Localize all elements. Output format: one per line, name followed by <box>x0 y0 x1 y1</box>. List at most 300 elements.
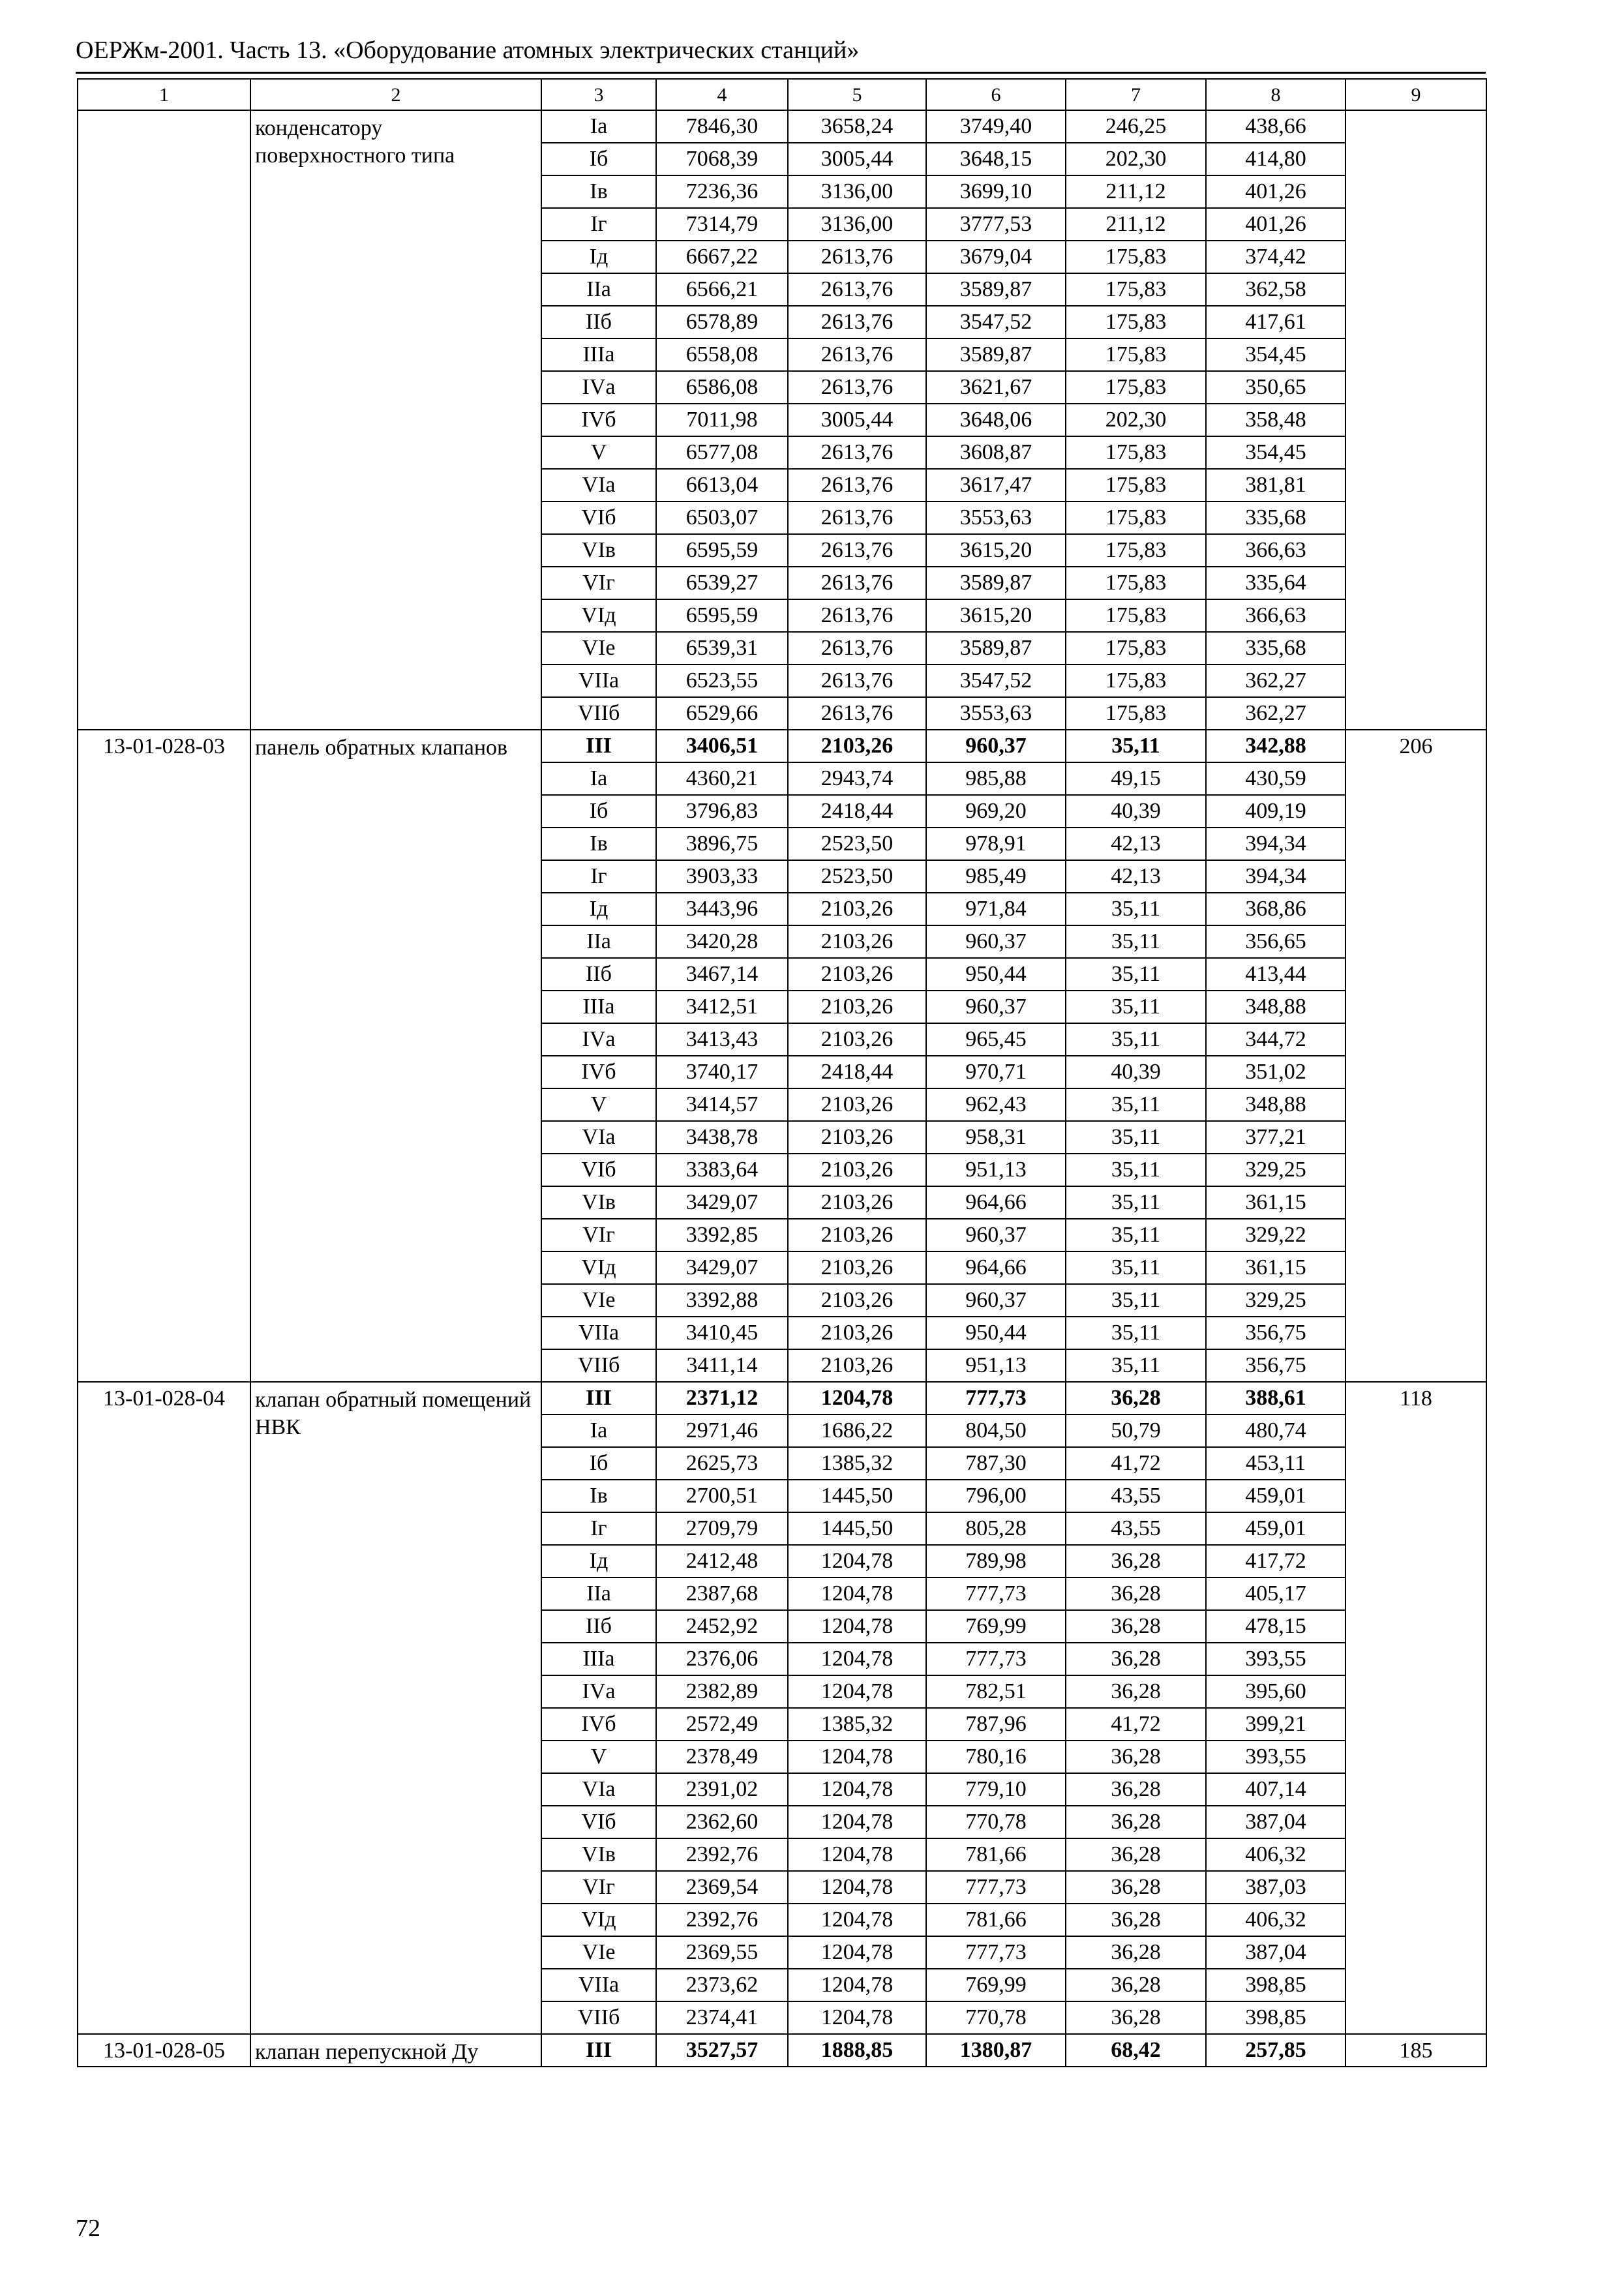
class-cell: VIе <box>541 632 656 665</box>
wages-cell: 1204,78 <box>788 1904 926 1936</box>
wages-cell: 2613,76 <box>788 338 926 371</box>
materials-cell: 362,27 <box>1206 697 1346 730</box>
class-cell: III <box>541 2034 656 2067</box>
total-cost-cell: 2378,49 <box>656 1741 788 1773</box>
machines-cell: 1380,87 <box>926 2034 1066 2067</box>
total-cost-cell: 2709,79 <box>656 1512 788 1545</box>
materials-cell: 405,17 <box>1206 1578 1346 1610</box>
class-cell: IVб <box>541 404 656 436</box>
wages-cell: 2103,26 <box>788 1154 926 1186</box>
class-cell: VIIб <box>541 697 656 730</box>
materials-cell: 366,63 <box>1206 534 1346 567</box>
materials-cell: 401,26 <box>1206 208 1346 241</box>
total-cost-cell: 3411,14 <box>656 1349 788 1382</box>
wages-cell: 2418,44 <box>788 1056 926 1088</box>
total-cost-cell: 6667,22 <box>656 241 788 273</box>
materials-cell: 368,86 <box>1206 893 1346 925</box>
table-row <box>78 2034 1486 2067</box>
class-cell: VIд <box>541 599 656 632</box>
machines-cell: 3589,87 <box>926 338 1066 371</box>
class-cell: VIIа <box>541 1317 656 1349</box>
total-cost-cell: 7011,98 <box>656 404 788 436</box>
machinist-wages-cell: 40,39 <box>1066 795 1206 828</box>
machines-cell: 787,30 <box>926 1447 1066 1480</box>
machines-cell: 770,78 <box>926 2001 1066 2034</box>
class-cell: VIIа <box>541 1969 656 2001</box>
wages-cell: 3005,44 <box>788 143 926 175</box>
class-cell: Iб <box>541 1447 656 1480</box>
machines-cell: 3615,20 <box>926 599 1066 632</box>
wages-cell: 2613,76 <box>788 306 926 338</box>
machines-cell: 950,44 <box>926 958 1066 991</box>
class-cell: Iд <box>541 893 656 925</box>
machines-cell: 779,10 <box>926 1773 1066 1806</box>
class-cell: IVб <box>541 1056 656 1088</box>
machines-cell: 3547,52 <box>926 306 1066 338</box>
materials-cell: 362,27 <box>1206 665 1346 697</box>
class-cell: VIб <box>541 1154 656 1186</box>
machines-cell: 781,66 <box>926 1904 1066 1936</box>
wages-cell: 2103,26 <box>788 1219 926 1251</box>
code-cell: 13-01-028-04 <box>78 1382 250 2034</box>
materials-cell: 354,45 <box>1206 338 1346 371</box>
machinist-wages-cell: 35,11 <box>1066 958 1206 991</box>
class-cell: IVа <box>541 1023 656 1056</box>
total-cost-cell: 2412,48 <box>656 1545 788 1578</box>
class-cell: VIд <box>541 1251 656 1284</box>
total-cost-cell: 3467,14 <box>656 958 788 991</box>
materials-cell: 394,34 <box>1206 860 1346 893</box>
machines-cell: 787,96 <box>926 1708 1066 1741</box>
materials-cell: 329,25 <box>1206 1154 1346 1186</box>
total-cost-cell: 2625,73 <box>656 1447 788 1480</box>
class-cell: VIг <box>541 567 656 599</box>
materials-cell: 394,34 <box>1206 828 1346 860</box>
machinist-wages-cell: 35,11 <box>1066 730 1206 762</box>
wages-cell: 2943,74 <box>788 762 926 795</box>
materials-cell: 354,45 <box>1206 436 1346 469</box>
total-cost-cell: 2376,06 <box>656 1643 788 1675</box>
materials-cell: 453,11 <box>1206 1447 1346 1480</box>
materials-cell: 417,61 <box>1206 306 1346 338</box>
machinist-wages-cell: 36,28 <box>1066 1904 1206 1936</box>
wages-cell: 2613,76 <box>788 632 926 665</box>
machinist-wages-cell: 43,55 <box>1066 1480 1206 1512</box>
machines-cell: 965,45 <box>926 1023 1066 1056</box>
machines-cell: 960,37 <box>926 925 1066 958</box>
wages-cell: 2613,76 <box>788 599 926 632</box>
total-cost-cell: 3383,64 <box>656 1154 788 1186</box>
class-cell: IIб <box>541 306 656 338</box>
materials-cell: 344,72 <box>1206 1023 1346 1056</box>
wages-cell: 3136,00 <box>788 175 926 208</box>
machinist-wages-cell: 175,83 <box>1066 665 1206 697</box>
total-cost-cell: 7314,79 <box>656 208 788 241</box>
wages-cell: 2613,76 <box>788 241 926 273</box>
column-number: 8 <box>1206 79 1346 110</box>
total-cost-cell: 3414,57 <box>656 1088 788 1121</box>
machinist-wages-cell: 36,28 <box>1066 1773 1206 1806</box>
machinist-wages-cell: 211,12 <box>1066 175 1206 208</box>
wages-cell: 1204,78 <box>788 1675 926 1708</box>
machines-cell: 3648,06 <box>926 404 1066 436</box>
machinist-wages-cell: 36,28 <box>1066 1936 1206 1969</box>
machinist-wages-cell: 35,11 <box>1066 1219 1206 1251</box>
class-cell: VIг <box>541 1219 656 1251</box>
class-cell: Iв <box>541 1480 656 1512</box>
wages-cell: 2103,26 <box>788 1284 926 1317</box>
materials-cell: 358,48 <box>1206 404 1346 436</box>
machines-cell: 3589,87 <box>926 632 1066 665</box>
total-cost-cell: 7236,36 <box>656 175 788 208</box>
wages-cell: 2103,26 <box>788 958 926 991</box>
wages-cell: 3005,44 <box>788 404 926 436</box>
class-cell: Iа <box>541 762 656 795</box>
class-cell: VIIб <box>541 2001 656 2034</box>
total-cost-cell: 3429,07 <box>656 1251 788 1284</box>
materials-cell: 438,66 <box>1206 110 1346 143</box>
total-cost-cell: 2374,41 <box>656 2001 788 2034</box>
total-cost-cell: 2369,55 <box>656 1936 788 1969</box>
wages-cell: 2613,76 <box>788 469 926 501</box>
machinist-wages-cell: 35,11 <box>1066 893 1206 925</box>
materials-cell: 361,15 <box>1206 1251 1346 1284</box>
machinist-wages-cell: 35,11 <box>1066 1349 1206 1382</box>
class-cell: IVб <box>541 1708 656 1741</box>
class-cell: IIб <box>541 958 656 991</box>
machinist-wages-cell: 211,12 <box>1066 208 1206 241</box>
total-cost-cell: 2387,68 <box>656 1578 788 1610</box>
wages-cell: 1204,78 <box>788 1578 926 1610</box>
machinist-wages-cell: 175,83 <box>1066 241 1206 273</box>
class-cell: V <box>541 1741 656 1773</box>
wages-cell: 2523,50 <box>788 828 926 860</box>
machines-cell: 796,00 <box>926 1480 1066 1512</box>
machinist-wages-cell: 36,28 <box>1066 1969 1206 2001</box>
machines-cell: 3589,87 <box>926 273 1066 306</box>
machines-cell: 3615,20 <box>926 534 1066 567</box>
machinist-wages-cell: 175,83 <box>1066 567 1206 599</box>
wages-cell: 1204,78 <box>788 1969 926 2001</box>
materials-cell: 362,58 <box>1206 273 1346 306</box>
total-cost-cell: 3896,75 <box>656 828 788 860</box>
materials-cell: 329,22 <box>1206 1219 1346 1251</box>
materials-cell: 351,02 <box>1206 1056 1346 1088</box>
class-cell: IIIа <box>541 1643 656 1675</box>
materials-cell: 342,88 <box>1206 730 1346 762</box>
machines-cell: 3699,10 <box>926 175 1066 208</box>
machines-cell: 978,91 <box>926 828 1066 860</box>
wages-cell: 2613,76 <box>788 567 926 599</box>
total-cost-cell: 3740,17 <box>656 1056 788 1088</box>
machinist-wages-cell: 35,11 <box>1066 1284 1206 1317</box>
machinist-wages-cell: 35,11 <box>1066 1121 1206 1154</box>
machines-cell: 770,78 <box>926 1806 1066 1838</box>
materials-cell: 335,64 <box>1206 567 1346 599</box>
wages-cell: 2523,50 <box>788 860 926 893</box>
name-cell: клапан перепускной Ду <box>250 2034 541 2067</box>
machinist-wages-cell: 175,83 <box>1066 469 1206 501</box>
materials-cell: 348,88 <box>1206 1088 1346 1121</box>
wages-cell: 1204,78 <box>788 1382 926 1414</box>
machines-cell: 777,73 <box>926 1382 1066 1414</box>
column-number: 4 <box>656 79 788 110</box>
machines-cell: 3589,87 <box>926 567 1066 599</box>
class-cell: VIIа <box>541 665 656 697</box>
machinist-wages-cell: 35,11 <box>1066 925 1206 958</box>
wages-cell: 2613,76 <box>788 697 926 730</box>
wages-cell: 1445,50 <box>788 1512 926 1545</box>
table-row <box>78 730 1486 762</box>
wages-cell: 2103,26 <box>788 1023 926 1056</box>
name-cell: клапан обратный помещений НВК <box>250 1382 541 2034</box>
machinist-wages-cell: 175,83 <box>1066 697 1206 730</box>
machinist-wages-cell: 41,72 <box>1066 1447 1206 1480</box>
machines-cell: 962,43 <box>926 1088 1066 1121</box>
materials-cell: 399,21 <box>1206 1708 1346 1741</box>
machinist-wages-cell: 175,83 <box>1066 436 1206 469</box>
wages-cell: 1204,78 <box>788 1871 926 1904</box>
total-cost-cell: 3420,28 <box>656 925 788 958</box>
class-cell: IIа <box>541 925 656 958</box>
materials-cell: 395,60 <box>1206 1675 1346 1708</box>
class-cell: VIа <box>541 469 656 501</box>
machines-cell: 3777,53 <box>926 208 1066 241</box>
total-cost-cell: 6539,27 <box>656 567 788 599</box>
wages-cell: 2103,26 <box>788 1121 926 1154</box>
total-cost-cell: 3429,07 <box>656 1186 788 1219</box>
rates-table <box>77 78 1487 2067</box>
column-number: 1 <box>78 79 250 110</box>
wages-cell: 3136,00 <box>788 208 926 241</box>
machinist-wages-cell: 246,25 <box>1066 110 1206 143</box>
total-cost-cell: 2373,62 <box>656 1969 788 2001</box>
class-cell: VIа <box>541 1121 656 1154</box>
machinist-wages-cell: 35,11 <box>1066 1023 1206 1056</box>
class-cell: Iб <box>541 143 656 175</box>
class-cell: IIб <box>541 1610 656 1643</box>
total-cost-cell: 6595,59 <box>656 599 788 632</box>
machinist-wages-cell: 68,42 <box>1066 2034 1206 2067</box>
machines-cell: 777,73 <box>926 1643 1066 1675</box>
class-cell: VIб <box>541 1806 656 1838</box>
note-cell: 185 <box>1346 2034 1486 2067</box>
materials-cell: 374,42 <box>1206 241 1346 273</box>
machinist-wages-cell: 35,11 <box>1066 1317 1206 1349</box>
class-cell: V <box>541 1088 656 1121</box>
class-cell: IVа <box>541 1675 656 1708</box>
total-cost-cell: 7068,39 <box>656 143 788 175</box>
wages-cell: 2613,76 <box>788 273 926 306</box>
machinist-wages-cell: 36,28 <box>1066 1806 1206 1838</box>
materials-cell: 387,04 <box>1206 1936 1346 1969</box>
materials-cell: 478,15 <box>1206 1610 1346 1643</box>
wages-cell: 2418,44 <box>788 795 926 828</box>
name-cell: панель обратных клапанов <box>250 730 541 1382</box>
total-cost-cell: 2371,12 <box>656 1382 788 1414</box>
machinist-wages-cell: 36,28 <box>1066 1382 1206 1414</box>
materials-cell: 414,80 <box>1206 143 1346 175</box>
total-cost-cell: 3406,51 <box>656 730 788 762</box>
total-cost-cell: 2392,76 <box>656 1838 788 1871</box>
materials-cell: 381,81 <box>1206 469 1346 501</box>
machines-cell: 781,66 <box>926 1838 1066 1871</box>
class-cell: Iг <box>541 1512 656 1545</box>
wages-cell: 1204,78 <box>788 1838 926 1871</box>
machinist-wages-cell: 36,28 <box>1066 1675 1206 1708</box>
machinist-wages-cell: 36,28 <box>1066 1643 1206 1675</box>
header-rule <box>76 72 1486 74</box>
materials-cell: 398,85 <box>1206 2001 1346 2034</box>
total-cost-cell: 2369,54 <box>656 1871 788 1904</box>
total-cost-cell: 3796,83 <box>656 795 788 828</box>
materials-cell: 393,55 <box>1206 1741 1346 1773</box>
materials-cell: 366,63 <box>1206 599 1346 632</box>
materials-cell: 387,03 <box>1206 1871 1346 1904</box>
machines-cell: 3553,63 <box>926 697 1066 730</box>
materials-cell: 398,85 <box>1206 1969 1346 2001</box>
machinist-wages-cell: 36,28 <box>1066 1838 1206 1871</box>
wages-cell: 1888,85 <box>788 2034 926 2067</box>
wages-cell: 2103,26 <box>788 1251 926 1284</box>
machinist-wages-cell: 202,30 <box>1066 404 1206 436</box>
total-cost-cell: 3527,57 <box>656 2034 788 2067</box>
wages-cell: 1204,78 <box>788 1643 926 1675</box>
machines-cell: 3608,87 <box>926 436 1066 469</box>
wages-cell: 1385,32 <box>788 1708 926 1741</box>
page-header: ОЕРЖм-2001. Часть 13. «Оборудование атомных электрических станций» <box>76 37 860 64</box>
class-cell: V <box>541 436 656 469</box>
materials-cell: 406,32 <box>1206 1838 1346 1871</box>
machinist-wages-cell: 42,13 <box>1066 828 1206 860</box>
wages-cell: 1204,78 <box>788 2001 926 2034</box>
wages-cell: 1204,78 <box>788 1545 926 1578</box>
code-cell: 13-01-028-03 <box>78 730 250 1382</box>
machines-cell: 964,66 <box>926 1251 1066 1284</box>
total-cost-cell: 2700,51 <box>656 1480 788 1512</box>
machines-cell: 769,99 <box>926 1610 1066 1643</box>
machines-cell: 964,66 <box>926 1186 1066 1219</box>
machines-cell: 985,49 <box>926 860 1066 893</box>
machines-cell: 960,37 <box>926 991 1066 1023</box>
class-cell: Iа <box>541 110 656 143</box>
materials-cell: 356,75 <box>1206 1317 1346 1349</box>
total-cost-cell: 3392,88 <box>656 1284 788 1317</box>
machinist-wages-cell: 42,13 <box>1066 860 1206 893</box>
class-cell: VIIб <box>541 1349 656 1382</box>
class-cell: VIа <box>541 1773 656 1806</box>
total-cost-cell: 2392,76 <box>656 1904 788 1936</box>
machinist-wages-cell: 35,11 <box>1066 1186 1206 1219</box>
materials-cell: 388,61 <box>1206 1382 1346 1414</box>
total-cost-cell: 4360,21 <box>656 762 788 795</box>
class-cell: VIе <box>541 1284 656 1317</box>
column-number-row <box>78 79 1486 110</box>
total-cost-cell: 2362,60 <box>656 1806 788 1838</box>
materials-cell: 356,75 <box>1206 1349 1346 1382</box>
materials-cell: 361,15 <box>1206 1186 1346 1219</box>
note-cell <box>1346 110 1486 730</box>
machinist-wages-cell: 36,28 <box>1066 1871 1206 1904</box>
class-cell: IIа <box>541 1578 656 1610</box>
materials-cell: 393,55 <box>1206 1643 1346 1675</box>
total-cost-cell: 6523,55 <box>656 665 788 697</box>
code-cell: 13-01-028-05 <box>78 2034 250 2067</box>
wages-cell: 1204,78 <box>788 1741 926 1773</box>
machines-cell: 789,98 <box>926 1545 1066 1578</box>
materials-cell: 409,19 <box>1206 795 1346 828</box>
column-number: 7 <box>1066 79 1206 110</box>
page-number: 72 <box>76 2215 100 2242</box>
class-cell: Iв <box>541 828 656 860</box>
machines-cell: 3749,40 <box>926 110 1066 143</box>
table-row <box>78 110 1486 143</box>
total-cost-cell: 6578,89 <box>656 306 788 338</box>
machines-cell: 3621,67 <box>926 371 1066 404</box>
wages-cell: 2103,26 <box>788 1186 926 1219</box>
materials-cell: 401,26 <box>1206 175 1346 208</box>
machinist-wages-cell: 36,28 <box>1066 1741 1206 1773</box>
machinist-wages-cell: 175,83 <box>1066 534 1206 567</box>
machinist-wages-cell: 202,30 <box>1066 143 1206 175</box>
machinist-wages-cell: 36,28 <box>1066 1578 1206 1610</box>
class-cell: III <box>541 1382 656 1414</box>
table-row <box>78 1382 1486 1414</box>
machinist-wages-cell: 175,83 <box>1066 306 1206 338</box>
materials-cell: 417,72 <box>1206 1545 1346 1578</box>
wages-cell: 2103,26 <box>788 730 926 762</box>
wages-cell: 2103,26 <box>788 1349 926 1382</box>
column-number: 9 <box>1346 79 1486 110</box>
note-cell: 206 <box>1346 730 1486 1382</box>
machines-cell: 780,16 <box>926 1741 1066 1773</box>
machines-cell: 960,37 <box>926 1284 1066 1317</box>
total-cost-cell: 6539,31 <box>656 632 788 665</box>
class-cell: VIд <box>541 1904 656 1936</box>
machines-cell: 3679,04 <box>926 241 1066 273</box>
wages-cell: 2613,76 <box>788 371 926 404</box>
machinist-wages-cell: 35,11 <box>1066 1251 1206 1284</box>
materials-cell: 329,25 <box>1206 1284 1346 1317</box>
materials-cell: 407,14 <box>1206 1773 1346 1806</box>
machines-cell: 777,73 <box>926 1936 1066 1969</box>
wages-cell: 3658,24 <box>788 110 926 143</box>
wages-cell: 1385,32 <box>788 1447 926 1480</box>
column-number: 6 <box>926 79 1066 110</box>
machinist-wages-cell: 175,83 <box>1066 501 1206 534</box>
note-cell: 118 <box>1346 1382 1486 2034</box>
materials-cell: 335,68 <box>1206 632 1346 665</box>
total-cost-cell: 6503,07 <box>656 501 788 534</box>
wages-cell: 1445,50 <box>788 1480 926 1512</box>
machinist-wages-cell: 40,39 <box>1066 1056 1206 1088</box>
class-cell: IVа <box>541 371 656 404</box>
total-cost-cell: 3412,51 <box>656 991 788 1023</box>
machinist-wages-cell: 35,11 <box>1066 1154 1206 1186</box>
wages-cell: 1204,78 <box>788 1773 926 1806</box>
materials-cell: 377,21 <box>1206 1121 1346 1154</box>
total-cost-cell: 2452,92 <box>656 1610 788 1643</box>
machinist-wages-cell: 35,11 <box>1066 991 1206 1023</box>
wages-cell: 2103,26 <box>788 893 926 925</box>
wages-cell: 2613,76 <box>788 436 926 469</box>
machines-cell: 951,13 <box>926 1154 1066 1186</box>
wages-cell: 2103,26 <box>788 1088 926 1121</box>
total-cost-cell: 3410,45 <box>656 1317 788 1349</box>
wages-cell: 2103,26 <box>788 1317 926 1349</box>
wages-cell: 1686,22 <box>788 1414 926 1447</box>
wages-cell: 1204,78 <box>788 1936 926 1969</box>
